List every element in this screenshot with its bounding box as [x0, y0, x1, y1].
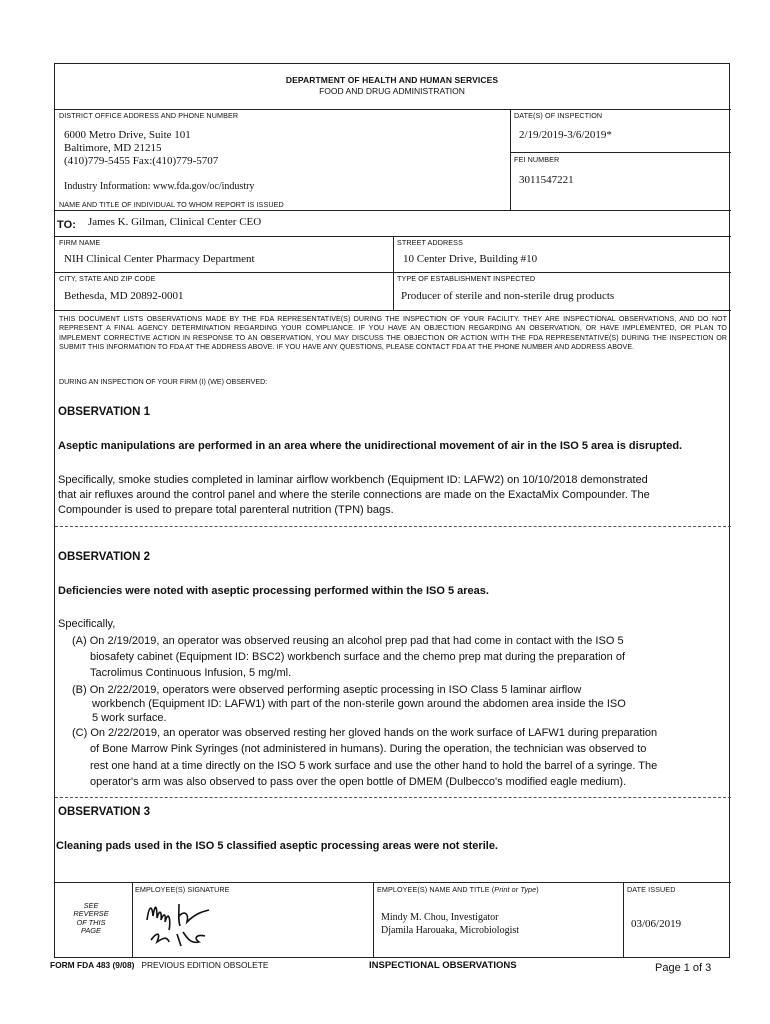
agency-title: FOOD AND DRUG ADMINISTRATION	[319, 86, 465, 96]
street-value: 10 Center Drive, Building #10	[403, 253, 538, 265]
see-reverse-note: SEE REVERSE OF THIS PAGE	[73, 901, 109, 936]
employee-name-label: EMPLOYEE(S) NAME AND TITLE (Print or Type)	[377, 885, 539, 894]
district-line1: 6000 Metro Drive, Suite 101	[64, 129, 191, 141]
observation-2-line: 5 work surface.	[92, 712, 167, 724]
disclaimer-text: THIS DOCUMENT LISTS OBSERVATIONS MADE BY THE FDA REPRESENTATIVE(S) DURING THE INSPECTION OF YOUR FACILITY. THEY ARE INSPECTIONAL OBSERVATIONS, AND DO NOT REPRESENT A FINAL AGENCY DETERMINATION REGARDING YOUR COMPLIANCE. IF YOU HAVE AN OBJECTION REGARDING AN OBSERVATION, OR HAVE IMPLEMENTED, OR PLAN TO IMPLEMENT CORRECTIVE ACTION IN RESPONSE TO AN OBSERVATION, YOU MAY DISCUSS THE OBJECTION OR ACTION WITH THE FDA REPRESENTATIVE(S) DURING THE INSPECTION OR SUBMIT THIS INFORMATION TO FDA AT THE ADDRESS ABOVE. IF YOU HAVE ANY QUESTIONS, PLEASE CONTACT FDA AT THE PHONE NUMBER AND ADDRESS ABOVE.	[59, 315, 727, 351]
rule	[510, 109, 511, 210]
fda-483-form	[54, 63, 730, 958]
handwritten-signature	[143, 898, 233, 950]
rule	[510, 152, 731, 153]
to-label: TO:	[57, 219, 77, 231]
recipient-value: James K. Gilman, Clinical Center CEO	[88, 216, 262, 228]
separator	[55, 526, 731, 527]
observation-2-line: of Bone Marrow Pink Syringes (not administered in humans). During the operation, the technician was observed to	[90, 743, 647, 755]
inspection-dates-label: DATE(S) OF INSPECTION	[514, 111, 603, 120]
observation-2-line: rest one hand at a time directly on the ISO 5 work surface and use the other hand to hold the barrel of a syringe. The	[90, 760, 658, 772]
employee-name-2: Djamila Harouaka, Microbiologist	[381, 925, 520, 936]
rule	[55, 310, 731, 311]
fei-label: FEI NUMBER	[514, 155, 560, 164]
observation-3-heading: Cleaning pads used in the ISO 5 classified aseptic processing areas were not sterile.	[56, 840, 498, 852]
firm-label: FIRM NAME	[59, 238, 101, 247]
separator	[55, 797, 731, 798]
signature-label: EMPLOYEE(S) SIGNATURE	[135, 885, 230, 894]
establishment-value: Producer of sterile and non-sterile drug products	[401, 290, 615, 302]
department-title: DEPARTMENT OF HEALTH AND HUMAN SERVICES	[285, 75, 499, 85]
during-inspection-text: DURING AN INSPECTION OF YOUR FIRM (I) (WE) OBSERVED:	[59, 378, 268, 386]
employee-name-1: Mindy M. Chou, Investigator	[381, 912, 499, 923]
observation-1-title: OBSERVATION 1	[58, 406, 151, 418]
district-line2: Baltimore, MD 21215	[64, 142, 162, 154]
page-number: Page 1 of 3	[655, 962, 712, 974]
rule	[393, 236, 394, 310]
observation-1-heading: Aseptic manipulations are performed in an area where the unidirectional movement of air in the ISO 5 area is disrupted.	[58, 440, 683, 452]
rule	[55, 109, 731, 110]
inspection-dates-value: 2/19/2019-3/6/2019*	[519, 129, 612, 141]
observation-2-item-b: (B) On 2/22/2019, operators were observed performing aseptic processing in ISO Class 5 laminar airflow	[72, 684, 582, 696]
form-number: FORM FDA 483 (9/08) PREVIOUS EDITION OBSOLETE	[50, 960, 269, 970]
street-label: STREET ADDRESS	[397, 238, 463, 247]
observation-2-line: operator's arm was also observed to pass over the open bottle of DMEM (Dulbecco's modified eagle medium).	[90, 776, 627, 788]
rule	[132, 882, 133, 958]
observation-2-heading: Deficiencies were noted with aseptic processing performed within the ISO 5 areas.	[58, 585, 489, 597]
industry-info: Industry Information: www.fda.gov/oc/industry	[64, 181, 255, 192]
date-issued-value: 03/06/2019	[631, 918, 682, 930]
observation-2-title: OBSERVATION 2	[58, 551, 151, 563]
district-label: DISTRICT OFFICE ADDRESS AND PHONE NUMBER	[59, 111, 239, 120]
city-label: CITY, STATE AND ZIP CODE	[59, 274, 156, 283]
date-issued-label: DATE ISSUED	[627, 885, 676, 894]
city-value: Bethesda, MD 20892-0001	[64, 290, 184, 302]
observation-2-line: Specifically,	[58, 618, 116, 630]
rule	[55, 210, 731, 211]
observation-1-line: Specifically, smoke studies completed in laminar airflow workbench (Equipment ID: LAFW2) on 10/10/2018 demonstrated	[58, 474, 648, 486]
observation-2-line: Tacrolimus Continuous Infusion, 5 mg/ml.	[90, 667, 292, 679]
observation-2-line: biosafety cabinet (Equipment ID: BSC2) workbench surface and the chemo prep mat during the preparation of	[90, 651, 626, 663]
observation-2-line: workbench (Equipment ID: LAFW1) with part of the non-sterile gown around the abdomen area inside the ISO	[92, 698, 626, 710]
footer-title: INSPECTIONAL OBSERVATIONS	[369, 960, 517, 971]
observation-1-line: that air refluxes around the control panel and where the sterile connections are made on the ExactaMix Compounder. The	[58, 489, 650, 501]
rule	[55, 882, 731, 883]
firm-value: NIH Clinical Center Pharmacy Department	[64, 253, 255, 265]
observation-3-title: OBSERVATION 3	[58, 806, 151, 818]
observation-1-line: Compounder is used to prepare total parenteral nutrition (TPN) bags.	[58, 504, 394, 516]
fei-value: 3011547221	[519, 174, 574, 186]
rule	[373, 882, 374, 958]
observation-2-item-a: (A) On 2/19/2019, an operator was observed reusing an alcohol prep pad that had come in contact with the ISO 5	[72, 635, 624, 647]
rule	[55, 272, 731, 273]
form-header	[55, 64, 729, 96]
observation-2-item-c: (C) On 2/22/2019, an operator was observed resting her gloved hands on the work surface of LAFW1 during preparation	[72, 727, 658, 739]
district-line3: (410)779-5455 Fax:(410)779-5707	[64, 155, 219, 167]
recipient-label: NAME AND TITLE OF INDIVIDUAL TO WHOM REPORT IS ISSUED	[59, 200, 284, 209]
establishment-label: TYPE OF ESTABLISHMENT INSPECTED	[397, 274, 536, 283]
rule	[623, 882, 624, 958]
